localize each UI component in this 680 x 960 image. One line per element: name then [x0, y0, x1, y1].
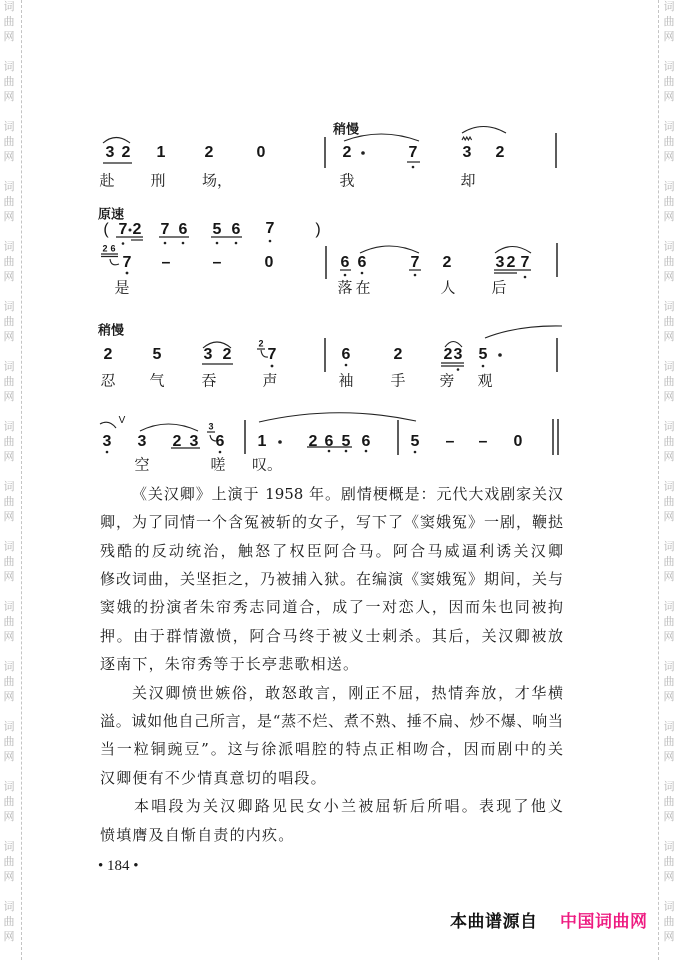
octave-dot — [457, 368, 460, 371]
octave-dot — [219, 451, 222, 454]
paragraph-line: 卿，为了同情一个含冤被斩的女子，写下了《窦娥冤》一剧，鞭挞 — [100, 513, 563, 532]
note: 5 — [410, 433, 420, 450]
note: 2 — [172, 433, 182, 450]
paragraph-line: 修改词曲，关坚拒之，乃被捕入狱。在编演《窦娥冤》期间，关与 — [100, 570, 563, 588]
octave-dot — [365, 450, 368, 453]
note: 3 — [462, 144, 472, 161]
lyric: 我 — [339, 171, 355, 190]
paragraph-line: 窦娥的扮演者朱帘秀志同道合，成了一对恋人，因而朱也同被拘 — [100, 598, 563, 617]
dash-extension: – — [161, 254, 171, 271]
watermark-text: 词曲网 — [663, 900, 675, 943]
intro-open-paren: ( — [103, 221, 109, 238]
slur — [140, 424, 198, 431]
octave-dot — [361, 272, 364, 275]
watermark-text: 词曲网 — [663, 660, 675, 703]
note: 2 — [393, 346, 403, 363]
octave-dot — [126, 272, 129, 275]
page-number: • 184 • — [98, 858, 139, 874]
lyric: 观 — [477, 371, 493, 390]
lyric: 气 — [149, 371, 165, 390]
octave-dot — [216, 242, 219, 245]
intro-close-paren: ) — [315, 221, 321, 238]
dash-extension: – — [212, 254, 222, 271]
augmentation-dot — [361, 151, 365, 155]
note: 2 — [495, 144, 505, 161]
note: 1 — [156, 144, 166, 161]
lyric: 赴 — [99, 171, 115, 190]
note: 7 — [520, 254, 530, 271]
note: 6 — [215, 433, 225, 450]
lyric: 场， — [202, 171, 233, 190]
watermark-text: 词曲网 — [3, 120, 15, 163]
dash-extension: – — [445, 433, 455, 450]
octave-dot — [345, 364, 348, 367]
note: 6 — [340, 254, 350, 271]
note: 5 — [212, 221, 222, 238]
note: 3 — [203, 346, 213, 363]
grace-slur — [110, 259, 119, 265]
right-dashed-border — [658, 0, 659, 960]
note: 2 — [222, 346, 232, 363]
watermark-text: 词曲网 — [3, 420, 15, 463]
lyric: 叹。 — [252, 455, 283, 474]
note: 3 — [189, 433, 199, 450]
lyric: 袖 — [338, 371, 354, 390]
note: 6 — [324, 433, 334, 450]
octave-dot — [164, 242, 167, 245]
lyric: 是 — [114, 278, 130, 297]
note: 3 — [453, 346, 463, 363]
lyric: 忍 — [100, 371, 116, 390]
octave-dot — [482, 365, 485, 368]
note: 7 — [408, 144, 418, 161]
lyric: 落 — [337, 278, 353, 297]
watermark-text: 词曲网 — [663, 600, 675, 643]
watermark-text: 词曲网 — [663, 720, 675, 763]
lyric: 手 — [390, 371, 406, 390]
paragraph-line: 汉卿便有不少情真意切的唱段。 — [100, 768, 327, 787]
note: 3 — [102, 433, 112, 450]
slur — [259, 413, 416, 422]
watermark-text: 词曲网 — [663, 300, 675, 343]
note: 1 — [257, 433, 267, 450]
grace-note: 2 — [258, 338, 264, 349]
slur — [103, 138, 130, 144]
augmentation-dot — [498, 353, 502, 357]
note: 2 — [103, 346, 113, 363]
grace-note: 6 — [110, 243, 116, 254]
note: 3 — [105, 144, 115, 161]
lyric: 在 — [355, 278, 371, 297]
note: 2 — [204, 144, 214, 161]
watermark-text: 词曲网 — [663, 780, 675, 823]
note: 7 — [267, 346, 277, 363]
note: 2 — [121, 144, 131, 161]
paragraph-line: 残酷的反动统治，触怒了权臣阿合马。阿合马威逼利诱关汉卿 — [100, 541, 563, 560]
note: 6 — [341, 346, 351, 363]
lyric: 声 — [262, 371, 278, 390]
dash-extension: – — [478, 433, 488, 450]
octave-dot — [345, 450, 348, 453]
rest: 0 — [513, 433, 523, 450]
note: 5 — [152, 346, 162, 363]
lyric: 人 — [440, 278, 456, 297]
lyric: 旁 — [439, 371, 455, 390]
octave-dot — [328, 450, 331, 453]
octave-dot — [524, 276, 527, 279]
slur — [495, 247, 531, 254]
octave-dot — [106, 451, 109, 454]
note: 7 — [118, 221, 128, 238]
paragraph-line: 当一粒铜豌豆”。这与徐派唱腔的特点正相吻合，因而剧中的关 — [100, 740, 563, 759]
note: 2 — [342, 144, 352, 161]
note: 7 — [160, 221, 170, 238]
octave-dot — [122, 242, 125, 245]
tempo-marking: 稍慢 — [98, 323, 125, 339]
tie-continued — [485, 326, 562, 338]
slur — [462, 127, 506, 134]
note: 6 — [357, 254, 367, 271]
watermark-text: 词曲网 — [3, 540, 15, 583]
watermark-text: 词曲网 — [663, 180, 675, 223]
augmentation-dot — [129, 229, 132, 232]
watermark-text: 词曲网 — [3, 660, 15, 703]
note: 2 — [308, 433, 318, 450]
note: 2 — [443, 346, 453, 363]
lyric: 刑 — [150, 171, 166, 190]
note: 3 — [495, 254, 505, 271]
lyric: 吞 — [201, 371, 217, 390]
tempo-marking: 原速 — [98, 207, 125, 223]
grace-note: 2 — [102, 243, 108, 254]
watermark-text: 词曲网 — [663, 540, 675, 583]
octave-dot — [269, 240, 272, 243]
octave-dot — [182, 242, 185, 245]
note: 3 — [137, 433, 147, 450]
note: 6 — [231, 221, 241, 238]
note: 6 — [361, 433, 371, 450]
grace-note: 3 — [208, 421, 214, 432]
lyric: 嗟 — [210, 455, 226, 474]
lyric: 却 — [460, 171, 476, 190]
slur — [360, 246, 419, 253]
paragraph-line: 《关汉卿》上演于 1958 年。剧情梗概是：元代大戏剧家关汉 — [132, 484, 563, 503]
watermark-text: 词曲网 — [663, 60, 675, 103]
watermark-text: 词曲网 — [663, 360, 675, 403]
paragraph-line: 押。由于群情激愤，阿合马终于被义士刺杀。其后，关汉卿被放 — [100, 626, 563, 645]
watermark-text: 词曲网 — [663, 840, 675, 883]
lyric: 后 — [491, 278, 507, 297]
paragraph-line: 愤填膺及自惭自责的内疚。 — [100, 825, 295, 844]
watermark-text: 词曲网 — [3, 60, 15, 103]
watermark-text: 词曲网 — [663, 420, 675, 463]
paragraph-line: 本唱段为关汉卿路见民女小兰被屈斩后所唱。表现了他义 — [134, 797, 563, 816]
watermark-text: 词曲网 — [3, 360, 15, 403]
watermark-text: 词曲网 — [663, 0, 675, 43]
note: 2 — [506, 254, 516, 271]
augmentation-dot — [278, 440, 282, 444]
watermark-text: 词曲网 — [3, 240, 15, 283]
octave-dot — [414, 274, 417, 277]
watermark-text: 词曲网 — [3, 720, 15, 763]
rest: 0 — [264, 254, 274, 271]
note: 6 — [178, 221, 188, 238]
source-site-link[interactable]: 中国词曲网 — [560, 912, 648, 932]
note: 5 — [341, 433, 351, 450]
watermark-text: 词曲网 — [3, 480, 15, 523]
watermark-text: 词曲网 — [3, 840, 15, 883]
tempo-marking: 稍慢 — [333, 122, 360, 138]
lyric: 空 — [134, 455, 150, 474]
paragraph-line: 溢。诚如他自己所言，是“蒸不烂、煮不熟、捶不扁、炒不爆、响当 — [100, 712, 563, 730]
note: 7 — [265, 220, 275, 237]
paragraph-line: 关汉卿愤世嫉俗，敢怒敢言，刚正不屈，热情奔放，才华横 — [132, 683, 563, 702]
octave-dot — [271, 365, 274, 368]
watermark-text: 词曲网 — [663, 480, 675, 523]
watermark-text: 词曲网 — [3, 300, 15, 343]
watermark-text: 词曲网 — [3, 900, 15, 943]
note: 2 — [132, 221, 142, 238]
watermark-text: 词曲网 — [3, 600, 15, 643]
watermark-text: 词曲网 — [3, 0, 15, 43]
watermark-text: 词曲网 — [3, 780, 15, 823]
left-dashed-border — [21, 0, 22, 960]
note: 2 — [442, 254, 452, 271]
watermark-text: 词曲网 — [3, 180, 15, 223]
breath-mark: V — [118, 415, 126, 426]
note: 5 — [478, 346, 488, 363]
octave-dot — [414, 451, 417, 454]
rest: 0 — [256, 144, 266, 161]
octave-dot — [412, 166, 415, 169]
note: 7 — [410, 254, 420, 271]
paragraph-line: 逐南下，朱帘秀等于长亭悲歌相送。 — [100, 655, 360, 674]
note: 7 — [122, 254, 132, 271]
octave-dot — [344, 274, 347, 277]
watermark-text: 词曲网 — [663, 240, 675, 283]
mordent-icon — [462, 137, 472, 140]
watermark-text: 词曲网 — [663, 120, 675, 163]
octave-dot — [235, 242, 238, 245]
tie-end — [100, 422, 116, 428]
source-label: 本曲谱源自 — [450, 912, 538, 932]
